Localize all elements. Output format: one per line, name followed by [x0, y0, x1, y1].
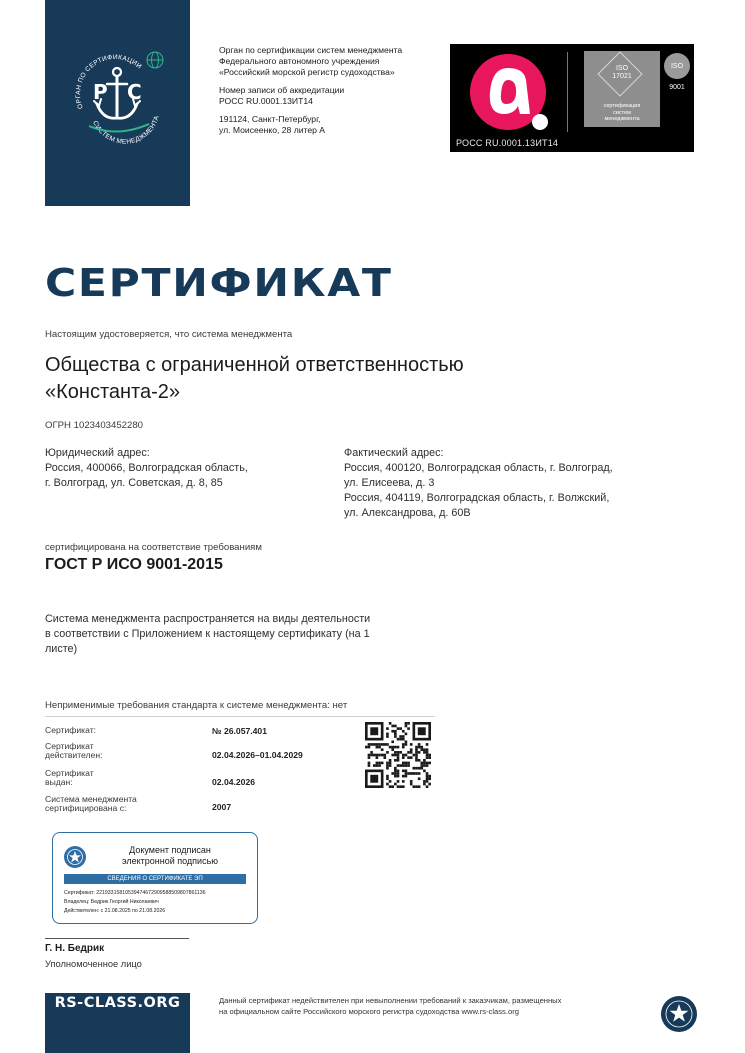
certified-since: 2007	[212, 802, 232, 812]
site-badge[interactable]	[45, 993, 190, 1053]
non-applicable-requirements: Неприменимые требования стандарта к системе менеджмента: нет	[45, 700, 348, 711]
scope-text	[45, 612, 445, 657]
actual-address-line-2: ул. Елисеева, д. 3	[344, 477, 435, 489]
signer-name: Г. Н. Бедрик	[45, 943, 105, 954]
ogrn: ОГРН 1023403452280	[45, 420, 144, 431]
valid-label-1: Сертификат	[45, 741, 94, 751]
cert-number: № 26.057.401	[212, 726, 267, 736]
globe-icon	[147, 52, 163, 68]
actual-address-line-3: Россия, 404119, Волгоградская область, г. Волжский,	[344, 492, 610, 504]
actual-address-line-4: ул. Александрова, д. 60В	[344, 507, 471, 519]
logo-ring-top: ОРГАН ПО СЕРТИФИКАЦИИ	[75, 54, 143, 110]
rs-emblem-icon	[660, 995, 698, 1033]
scope-line-3: листе)	[45, 643, 78, 655]
valid-label	[45, 742, 102, 760]
cert-label: Сертификат:	[45, 725, 97, 735]
org-reg-label: Номер записи об аккредитации	[219, 85, 345, 95]
issued-label	[45, 769, 94, 787]
legal-address	[45, 446, 248, 491]
actual-address-line-1: Россия, 400120, Волгоградская область, г. Волгоград,	[344, 462, 613, 474]
iso-17021-mark	[584, 51, 660, 127]
issued-label-2: выдан:	[45, 777, 73, 787]
legal-address-line-2: г. Волгоград, ул. Советская, д. 8, 85	[45, 477, 223, 489]
esig-valid-line: Действителен: с 21.08.2025 по 21.08.2026	[64, 908, 166, 914]
certified-for-text: сертифицирована на соответствие требованиям	[45, 542, 262, 553]
e-signature-stamp	[52, 832, 258, 924]
org-info	[219, 45, 449, 143]
since-label-1: Система менеджмента	[45, 794, 137, 804]
legal-address-line-1: Россия, 400066, Волгоградская область,	[45, 462, 248, 474]
org-reg-number: РОСС RU.0001.13ИТ14	[219, 96, 313, 106]
accreditation-a-logo	[468, 52, 552, 136]
actual-address	[344, 446, 613, 521]
footer-note-2: на официальном сайте Российского морского регистра судоходства www.rs-class.org	[219, 1007, 519, 1016]
signature-line	[45, 938, 189, 939]
org-address-1: 191124, Санкт-Петербург,	[219, 114, 321, 124]
standard-name: ГОСТ Р ИСО 9001-2015	[45, 556, 223, 573]
company-line-2: «Константа-2»	[45, 381, 181, 403]
divider	[45, 716, 435, 717]
issued-label-1: Сертификат	[45, 768, 94, 778]
iso9001-line-1: ISO	[670, 63, 684, 70]
footer-note-1: Данный сертификат недействителен при невыполнении требований к заказчикам, размещенных	[219, 996, 562, 1005]
accreditation-number: РОСС RU.0001.13ИТ14	[456, 138, 559, 148]
org-address-2: ул. Моисеенко, 28 литер А	[219, 125, 326, 135]
scope-line-2: в соответствии с Приложением к настоящему сертификату (на 1	[45, 628, 370, 640]
iso-9001-mark	[664, 53, 690, 91]
accreditation-badge	[450, 44, 694, 152]
intro-text: Настоящим удостоверяется, что система менеджмента	[45, 329, 293, 340]
qr-code[interactable]	[365, 722, 431, 788]
signer-role: Уполномоченное лицо	[45, 959, 142, 969]
badge-separator	[567, 52, 568, 132]
footer-note	[219, 995, 639, 1017]
company-line-1: Общества с ограниченной ответственностью	[45, 354, 464, 376]
site-badge-text[interactable]: RS-CLASS.ORG	[54, 995, 181, 1011]
since-label	[45, 795, 137, 813]
rs-logo-block	[45, 0, 190, 206]
iso17021-line-2: 17021	[612, 73, 632, 80]
esig-info-bar: СВЕДЕНИЯ О СЕРТИФИКАТЕ ЭП	[64, 874, 246, 884]
scope-line-1: Система менеджмента распространяется на виды деятельности	[45, 613, 371, 625]
valid-label-2: действителен:	[45, 750, 103, 760]
esig-owner-line: Владелец: Бедрик Георгий Николаевич	[64, 899, 159, 905]
logo-letter-right: С	[127, 80, 142, 104]
valid-period: 02.04.2026–01.04.2029	[212, 750, 303, 760]
iso17021-line-1: ISO	[615, 65, 629, 72]
esig-title-1: Документ подписан	[129, 845, 211, 855]
org-line-3: «Российский морской регистр судоходства»	[219, 67, 395, 77]
esig-title-2: электронной подписью	[121, 856, 219, 866]
actual-address-label: Фактический адрес:	[344, 447, 444, 459]
document-title: СЕРТИФИКАТ	[45, 261, 393, 305]
esig-cert-line: Сертификат: 22193315810539474672909588509807861136	[64, 890, 206, 896]
since-label-2: сертифицирована с:	[45, 803, 127, 813]
rs-logo	[45, 0, 190, 206]
iso17021-sub-3: менеджмента	[604, 116, 640, 122]
logo-letter-left: Р	[93, 80, 108, 104]
rs-emblem-icon	[63, 845, 87, 869]
org-line-2: Федерального автономного учреждения	[219, 56, 380, 66]
org-line-1: Орган по сертификации систем менеджмента	[219, 45, 403, 55]
issued-date: 02.04.2026	[212, 777, 256, 787]
legal-address-label: Юридический адрес:	[45, 447, 150, 459]
iso17021-sub-2: систем	[613, 109, 631, 116]
company-name	[45, 352, 464, 406]
logo-ring-bottom: СИСТЕМ МЕНЕДЖМЕНТА	[91, 114, 161, 146]
iso17021-sub-1: сертификация	[603, 103, 641, 109]
iso9001-line-2: 9001	[669, 84, 685, 91]
